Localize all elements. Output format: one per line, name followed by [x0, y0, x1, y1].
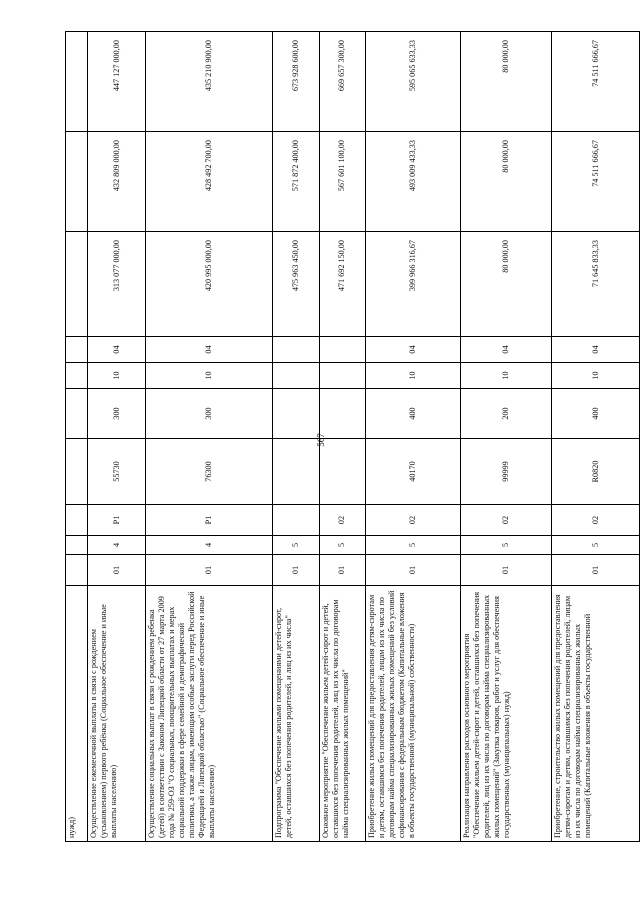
code-program: 01 [319, 555, 366, 586]
amount-year-2: 80 000,00 [460, 132, 551, 232]
code-subprogram: 4 [88, 536, 146, 555]
table-row [66, 32, 88, 842]
amount-year-1: 313 077 000,00 [88, 232, 146, 337]
code-direction: 99999 [460, 439, 551, 505]
row-name: Осуществление ежемесячной выплаты в связи с рождением (усыновлением) первого ребёнка (Социальное обеспечение и иные выплаты населению) [88, 586, 146, 842]
amount-year-2: 571 872 400,00 [272, 132, 319, 232]
code-direction: 76300 [146, 439, 273, 505]
amount-year-1: 399 966 316,67 [366, 232, 461, 337]
amount-year-1: 80 000,00 [460, 232, 551, 337]
table-row [460, 32, 551, 842]
code-subprogram: 5 [552, 536, 640, 555]
code-section [319, 363, 366, 389]
amount-year-1: 71 645 833,33 [552, 232, 640, 337]
code-subprogram: 5 [272, 536, 319, 555]
row-name: Приобретение жилых помещений для предоставления детям-сиротам и детям, оставшимся без попечения родителей, лицам из их числа по договорам найма специализированных жилых помещений без условий софинансирования с федеральным бюджетом (Капитальные вложения в объекты государственной (муниципальной) собственности) [366, 586, 461, 842]
code-expense-type [319, 389, 366, 439]
code-program: 01 [366, 555, 461, 586]
amount-year-3: 673 928 600,00 [272, 32, 319, 132]
code-event: P1 [146, 505, 273, 536]
code-subprogram: 5 [319, 536, 366, 555]
code-expense-type: 200 [460, 389, 551, 439]
amount-year-1: 420 995 000,00 [146, 232, 273, 337]
amount-year-3: 669 657 300,00 [319, 32, 366, 132]
code-expense-type: 400 [552, 389, 640, 439]
code-program: 01 [88, 555, 146, 586]
amount-year-2: 567 601 100,00 [319, 132, 366, 232]
page-number-text: 567 [316, 433, 326, 447]
code-expense-type: 300 [88, 389, 146, 439]
amount-year-3: 74 511 666,67 [552, 32, 640, 132]
code-event: 02 [319, 505, 366, 536]
code-subprogram: 5 [460, 536, 551, 555]
code-subsection: 04 [460, 337, 551, 363]
amount-year-3: 595 065 633,33 [366, 32, 461, 132]
code-program: 01 [552, 555, 640, 586]
code-subprogram: 5 [366, 536, 461, 555]
table-row [319, 32, 366, 842]
code-program: 01 [272, 555, 319, 586]
code-event: P1 [88, 505, 146, 536]
code-event: 02 [552, 505, 640, 536]
code-subsection: 04 [366, 337, 461, 363]
code-section: 10 [88, 363, 146, 389]
table-row [272, 32, 319, 842]
code-subprogram: 4 [146, 536, 273, 555]
amount-year-2: 493 009 433,33 [366, 132, 461, 232]
row-name: Реализация направления расходов основного мероприятия "Обеспечение жильем детей-сирот и детей, оставшихся без попечения родителей, лиц из их числа по договорам найма специализированных жилых помещений" (Закупка товаров, работ и услуг для обеспечения государственных (муниципальных) нужд) [460, 586, 551, 842]
first-row-name: нужд) [66, 586, 88, 842]
code-direction [319, 439, 366, 505]
code-expense-type: 300 [146, 389, 273, 439]
budget-table [65, 31, 640, 842]
code-section: 10 [146, 363, 273, 389]
rotated-budget-table [65, 32, 640, 842]
amount-year-1: 475 963 450,00 [272, 232, 319, 337]
code-direction: 55730 [88, 439, 146, 505]
amount-year-1: 471 692 150,00 [319, 232, 366, 337]
code-subsection: 04 [552, 337, 640, 363]
amount-year-2: 74 511 666,67 [552, 132, 640, 232]
code-section: 10 [366, 363, 461, 389]
code-section: 10 [552, 363, 640, 389]
row-name: Основное мероприятие "Обеспечение жильем детей-сирот и детей, оставшихся без попечения родителей, лиц из их числа по договорам найма специализированных жилых помещений" [319, 586, 366, 842]
amount-year-3: 80 000,00 [460, 32, 551, 132]
code-direction [272, 439, 319, 505]
amount-year-2: 432 809 000,00 [88, 132, 146, 232]
amount-year-3: 447 127 000,00 [88, 32, 146, 132]
code-section [272, 363, 319, 389]
row-name: Подпрограмма "Обеспечение жилыми помещениями детей-сирот, детей, оставшихся без попечения родителей, и лиц из их числа" [272, 586, 319, 842]
code-subsection [272, 337, 319, 363]
code-event: 02 [366, 505, 461, 536]
code-section: 10 [460, 363, 551, 389]
code-program: 01 [146, 555, 273, 586]
code-subsection [319, 337, 366, 363]
code-direction: 40170 [366, 439, 461, 505]
code-event [272, 505, 319, 536]
code-program: 01 [460, 555, 551, 586]
code-expense-type: 400 [366, 389, 461, 439]
code-direction: R0820 [552, 439, 640, 505]
row-name: Приобретение, строительство жилых помещений для предоставления детям-сиротам и детям, оставшимся без попечения родителей, лицам из их числа по договорам найма специализированных жилых помещений (Капитальные вложения в объекты государственной [552, 586, 640, 842]
code-event: 02 [460, 505, 551, 536]
amount-year-2: 428 492 700,00 [146, 132, 273, 232]
code-subsection: 04 [88, 337, 146, 363]
table-row [146, 32, 273, 842]
row-name: Осуществление социальных выплат в связи с рождением ребенка (детей) в соответствии с Законом Липецкой области от 27 марта 2009 года № 259-ОЗ "О социальных, поощрительных выплатах и мерах социальной поддержки в сфере семейной и демографической политики, а также лицам, имеющим особые заслуги перед Российской Федерацией и Липецкой областью" (Социальное обеспечение и иные выплаты населению) [146, 586, 273, 842]
code-expense-type [272, 389, 319, 439]
table-row [366, 32, 461, 842]
table-row [552, 32, 640, 842]
code-subsection: 04 [146, 337, 273, 363]
amount-year-3: 435 210 900,00 [146, 32, 273, 132]
table-row [88, 32, 146, 842]
